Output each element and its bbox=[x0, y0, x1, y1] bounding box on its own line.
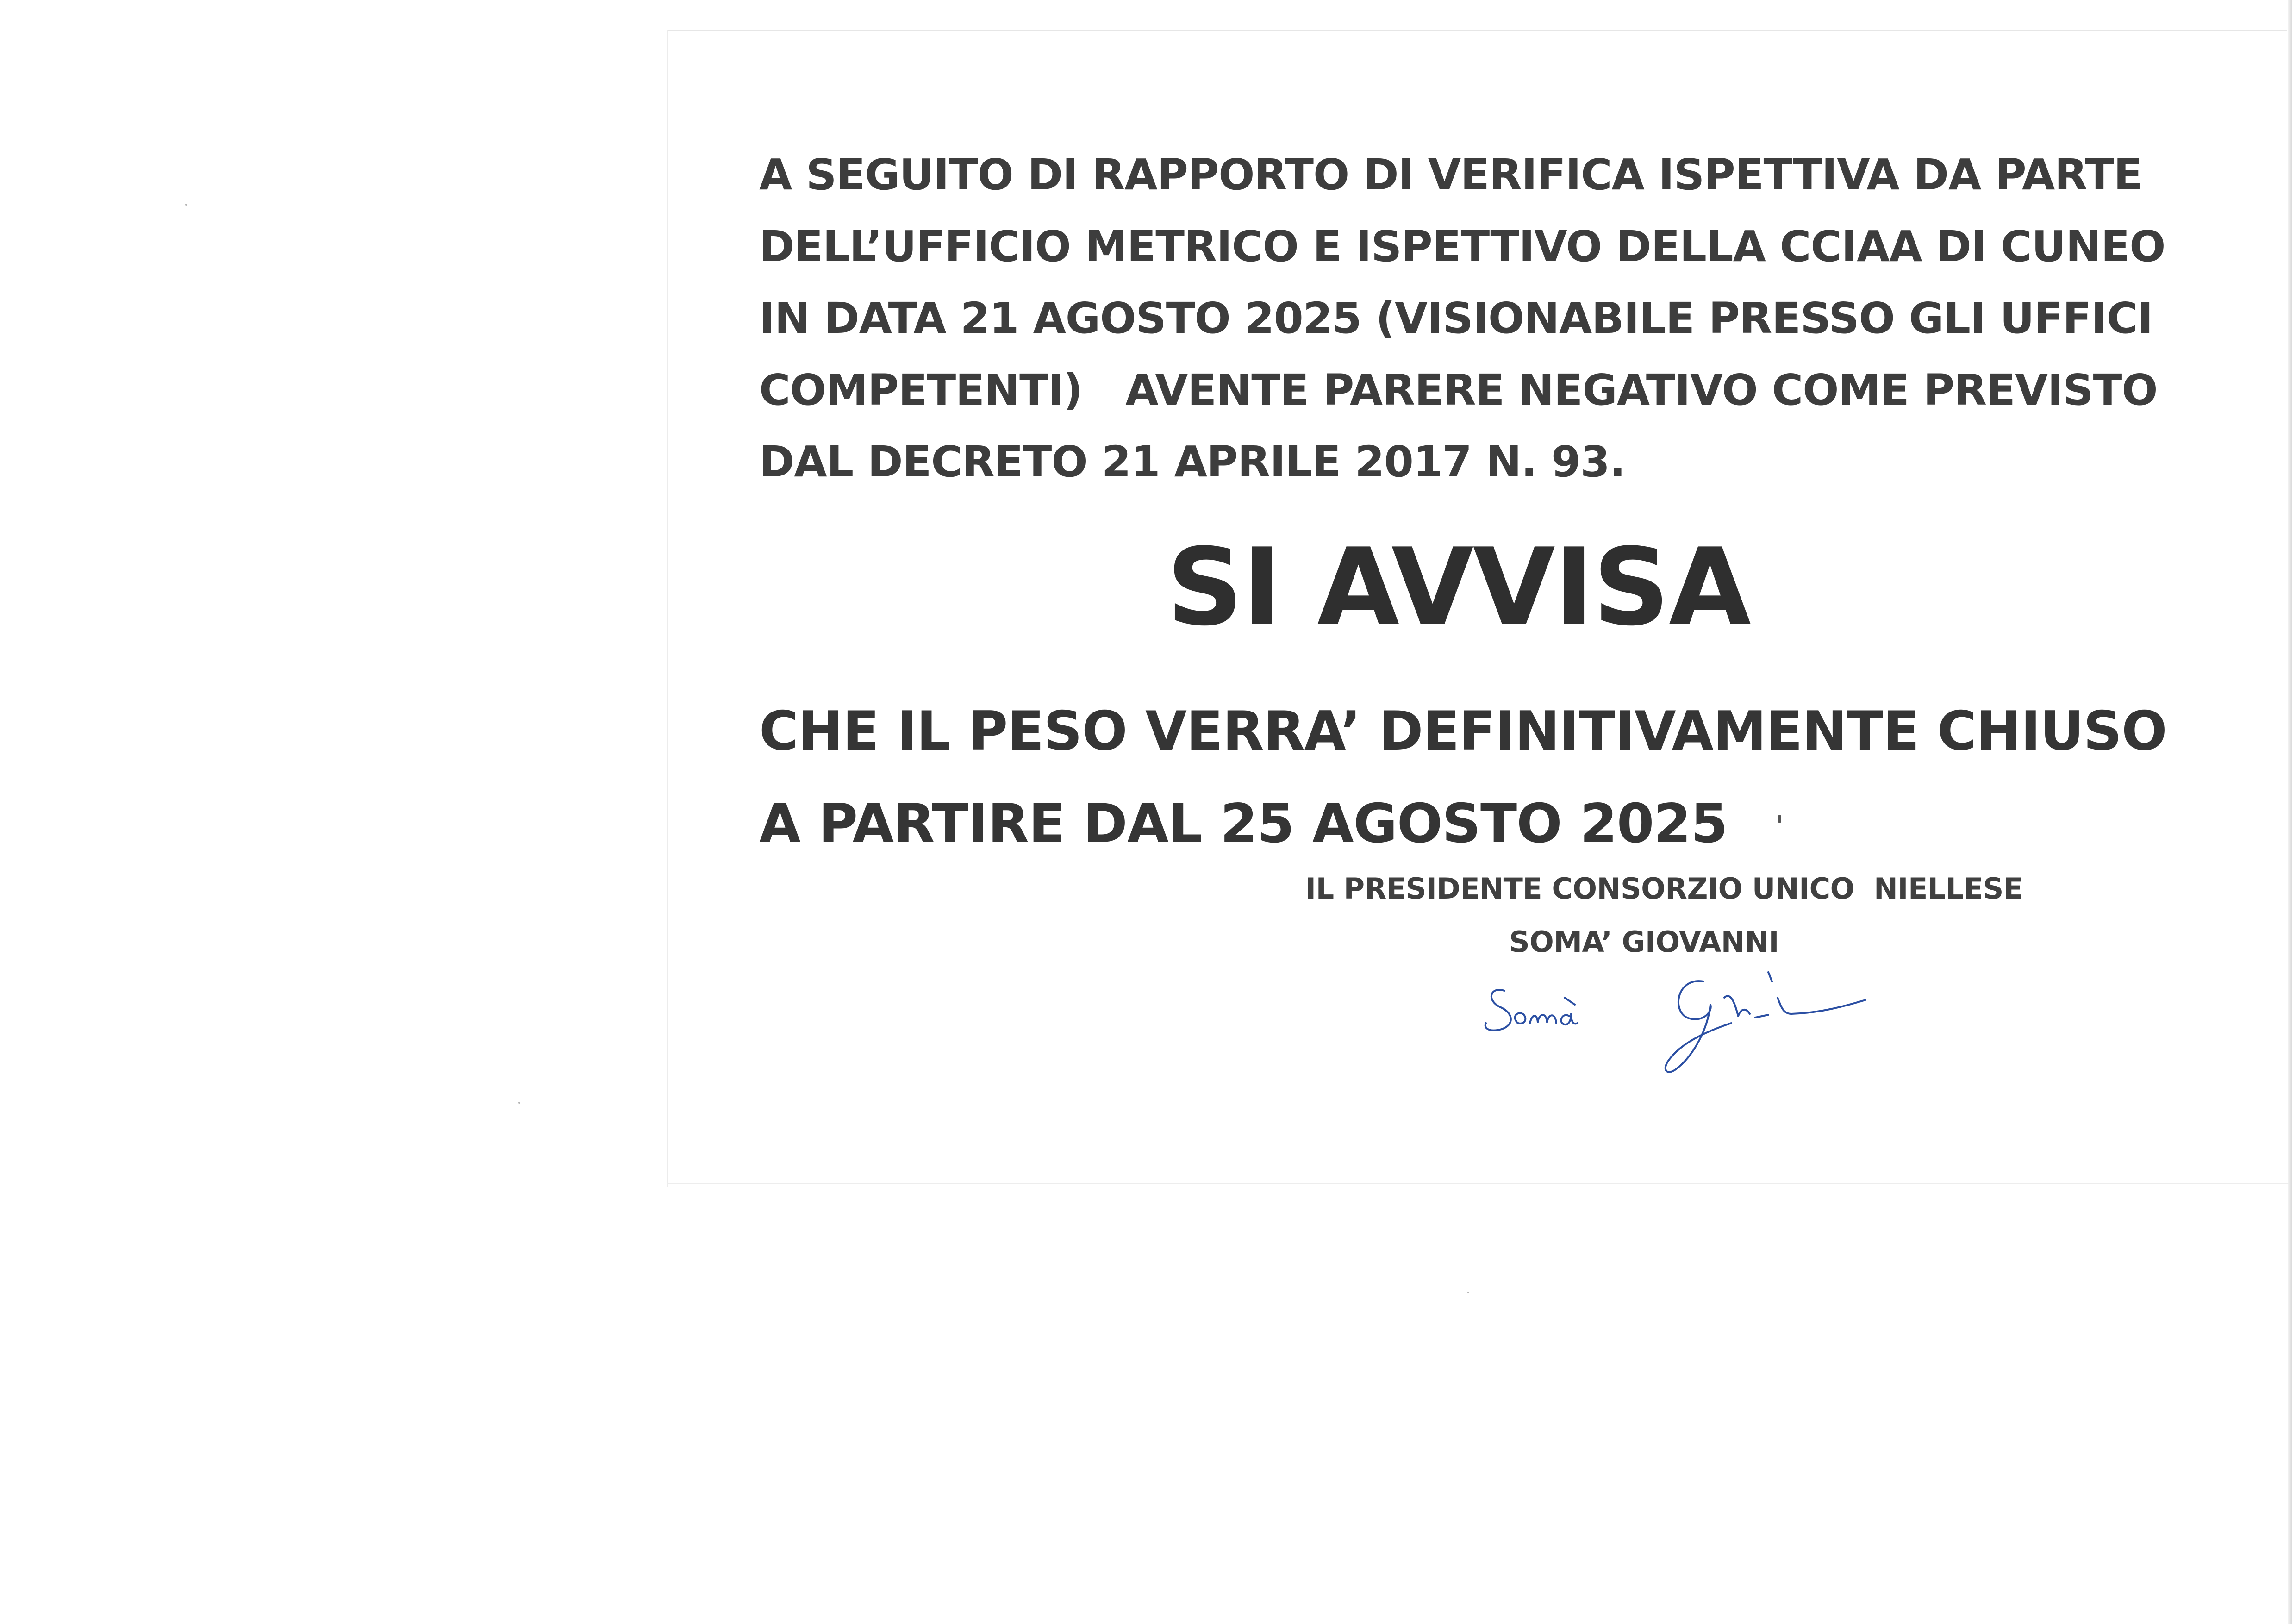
sheet-edge-bottom bbox=[667, 1183, 2289, 1184]
scan-speck bbox=[1467, 1292, 1469, 1293]
intro-line: DAL DECRETO 21 APRILE 2017 N. 93. bbox=[759, 437, 1625, 487]
sheet-edge-right bbox=[2288, 0, 2292, 1624]
intro-line: DELL’UFFICIO METRICO E ISPETTIVO DELLA CCIAA DI CUNEO bbox=[759, 222, 2165, 271]
handwritten-signature bbox=[1472, 963, 1912, 1083]
notice-line: A PARTIRE DAL 25 AGOSTO 2025 bbox=[759, 793, 1728, 855]
sheet-edge-left bbox=[667, 30, 668, 1187]
intro-line: IN DATA 21 AGOSTO 2025 (VISIONABILE PRESSO GLI UFFICI bbox=[759, 294, 2153, 343]
notice-line: CHE IL PESO VERRA’ DEFINITIVAMENTE CHIUSO bbox=[759, 700, 2167, 762]
intro-line: COMPETENTI) AVENTE PARERE NEGATIVO COME PREVISTO bbox=[759, 365, 2158, 415]
sheet-edge-top bbox=[667, 30, 2287, 31]
intro-line: A SEGUITO DI RAPPORTO DI VERIFICA ISPETTIVA DA PARTE bbox=[759, 150, 2142, 200]
headline: SI AVVISA bbox=[1167, 526, 1750, 650]
intro-paragraph bbox=[759, 139, 2165, 498]
signer-role: IL PRESIDENTE CONSORZIO UNICO NIELLESE bbox=[1305, 872, 2023, 906]
closure-notice bbox=[759, 685, 2240, 870]
signer-name: SOMA’ GIOVANNI bbox=[1509, 925, 1779, 959]
scan-speck bbox=[185, 204, 187, 206]
scan-speck bbox=[518, 1102, 520, 1104]
